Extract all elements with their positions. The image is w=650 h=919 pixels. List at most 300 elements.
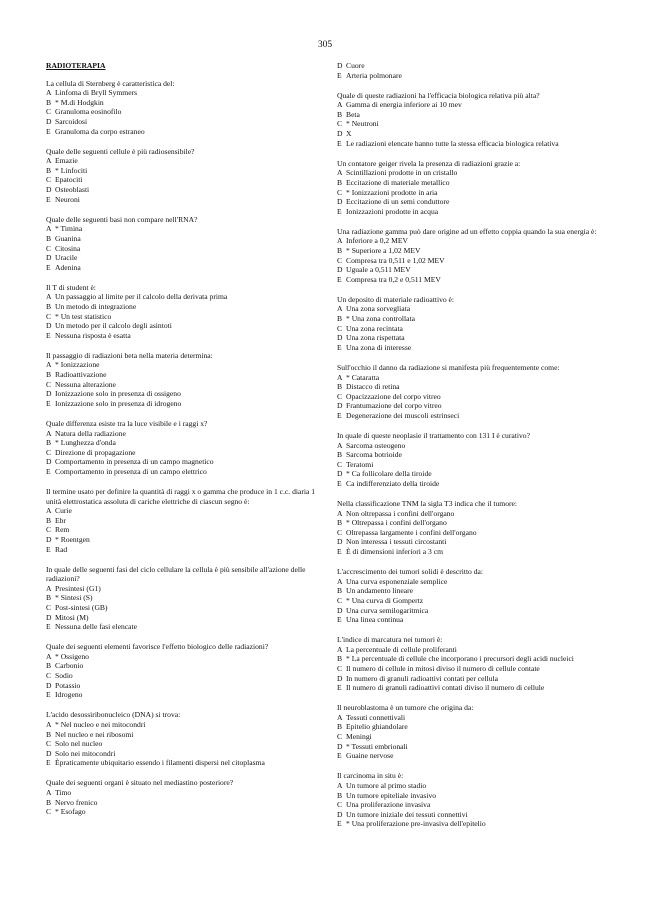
option-text: * Roentgen (55, 534, 90, 544)
option-text: Una linea continua (346, 615, 404, 625)
question-block (337, 567, 609, 625)
option-letter: E (337, 138, 342, 148)
question-block (337, 635, 609, 693)
answer-option (337, 645, 609, 655)
answer-option (337, 256, 609, 266)
answer-option (46, 88, 322, 98)
answer-option (337, 732, 609, 742)
answer-option (46, 584, 322, 594)
option-letter: B (46, 797, 52, 807)
answer-option (46, 448, 322, 458)
option-text: Una proliferazione invasiva (346, 800, 431, 810)
option-text: Eccitazione di materiale metallico (346, 177, 450, 187)
answer-option (337, 411, 609, 421)
answer-option (46, 603, 322, 613)
option-text: * Una curva di Gompertz (346, 595, 424, 605)
answer-option (46, 370, 322, 380)
answer-option (46, 720, 322, 730)
option-text: Idrogeno (55, 690, 83, 700)
option-text: Un tumore al primo stadio (346, 780, 427, 790)
option-text: * La percentuale di cellule che incorporano i precursori degli acidi nucleici (346, 654, 574, 664)
option-text: Teratomi (346, 459, 374, 469)
option-letter: B (337, 314, 343, 324)
option-letter: E (337, 615, 342, 625)
option-text: * Oltrepassa i confini dell'organo (346, 518, 447, 528)
option-letter: C (337, 527, 343, 537)
page-number: 305 (317, 40, 333, 50)
option-text: * Tessuti embrionali (346, 741, 408, 751)
answer-option (337, 577, 609, 587)
option-letter: C (337, 119, 343, 129)
answer-option (337, 373, 609, 383)
question-block (337, 499, 609, 557)
option-text: Una curva semilogaritmica (346, 605, 429, 615)
answer-option (337, 469, 609, 479)
option-text: Inferiore a 0,2 MEV (346, 236, 408, 246)
option-text: Un passaggio al limite per il calcolo della derivata prima (55, 292, 228, 302)
question-text: Un contatore geiger rivela la presenza di radiazioni grazie a: (337, 158, 521, 168)
option-letter: B (46, 233, 52, 243)
option-letter: E (46, 690, 51, 700)
question-block (46, 351, 322, 409)
option-text: Rem (55, 525, 70, 535)
option-text: Mitosi (M) (55, 612, 89, 622)
answer-option (46, 457, 322, 467)
answer-option (46, 429, 322, 439)
question-text: Una radiazione gamma può dare origine ad un effetto coppia quando la sua energia è: (337, 226, 597, 236)
option-text: Sodio (55, 671, 73, 681)
option-letter: C (46, 175, 52, 185)
answer-option (337, 188, 609, 198)
option-text: Presintesi (G1) (55, 583, 101, 593)
answer-option (337, 819, 609, 829)
option-text: Ionizzazione solo in presenza di idrogeno (55, 398, 182, 408)
answer-option (46, 107, 322, 117)
answer-option (46, 166, 322, 176)
option-letter: E (337, 70, 342, 80)
option-text: * Lunghezza d'onda (55, 438, 116, 448)
question-text: Sull'occhio il danno da radiazione si manifesta più frequentemente come: (337, 362, 560, 372)
option-text: La percentuale di cellule proliferanti (346, 644, 457, 654)
question-text: Quale differenza esiste tra la luce visibile e i raggi x? (46, 418, 208, 428)
option-letter: B (337, 518, 343, 528)
answer-option (337, 683, 609, 693)
option-letter: E (46, 758, 51, 768)
answer-option (46, 185, 322, 195)
option-text: Non oltrepassa i confini dell'organo (346, 508, 455, 518)
option-text: Un andamento lineare (346, 586, 414, 596)
option-letter: C (337, 459, 343, 469)
answer-option (337, 382, 609, 392)
answer-option (46, 127, 322, 137)
answer-option (337, 654, 609, 664)
option-letter: B (46, 165, 52, 175)
option-text: Post-sintesi (GB) (55, 603, 108, 612)
option-text: Emazie (55, 156, 78, 166)
option-text: * Neutroni (346, 119, 379, 129)
answer-option (46, 321, 322, 331)
option-letter: D (337, 333, 343, 343)
answer-option (337, 314, 609, 324)
answer-option (46, 312, 322, 322)
question-block (46, 642, 322, 700)
option-text: Neuroni (55, 194, 80, 204)
option-text: Gamma di energia inferiore ai 10 mev (346, 100, 462, 110)
answer-option (46, 690, 322, 700)
answer-option (337, 479, 609, 489)
answer-option (337, 197, 609, 207)
option-letter: E (337, 819, 342, 829)
option-text: Comportamento in presenza di un campo magnetico (55, 457, 214, 467)
option-text: Un tumore epiteliale invasivo (346, 790, 437, 800)
option-letter: A (337, 440, 343, 450)
answer-option (337, 674, 609, 684)
option-letter: C (337, 595, 343, 605)
question-text: Il passaggio di radiazioni beta nella materia determina: (46, 350, 213, 360)
answer-option (337, 596, 609, 606)
question-text: L'accrescimento dei tumori solidi è descritto da: (337, 567, 484, 577)
option-text: Natura della radiazione (55, 428, 126, 438)
answer-option (337, 401, 609, 411)
answer-option (337, 129, 609, 139)
option-text: Direzione di propagazione (55, 447, 136, 457)
answer-option (337, 528, 609, 538)
option-letter: B (46, 661, 52, 671)
option-letter: C (337, 187, 343, 197)
option-letter: D (337, 605, 343, 615)
answer-option (46, 613, 322, 623)
answer-option (46, 195, 322, 205)
answer-option (337, 606, 609, 616)
answer-option (46, 98, 322, 108)
question-block (46, 283, 322, 341)
question-text: Quale delle seguenti cellule è più radiosensibile? (46, 146, 195, 156)
option-text: Solo nei mitocondri (55, 748, 116, 758)
option-letter: A (46, 224, 52, 234)
option-letter: B (337, 450, 343, 460)
answer-option (337, 110, 609, 120)
option-text: Compresa tra 0,511 e 1,02 MEV (346, 255, 445, 265)
answer-option (46, 467, 322, 477)
option-text: Opacizzazione del corpo vitreo (346, 391, 441, 401)
answer-option (46, 758, 322, 768)
option-letter: A (337, 236, 343, 246)
option-letter: A (337, 304, 343, 314)
option-letter: A (46, 360, 52, 370)
option-text: Non interessa i tessuti circostanti (346, 537, 447, 547)
option-letter: A (337, 168, 343, 178)
option-letter: D (46, 389, 52, 399)
option-text: Potassio (55, 680, 81, 690)
option-letter: E (337, 206, 342, 216)
answer-option (337, 324, 609, 334)
answer-option (337, 537, 609, 547)
option-text: Linfoma di Bryll Symmers (55, 88, 138, 98)
option-letter: E (337, 751, 342, 761)
option-text: Osteoblasti (55, 185, 90, 195)
option-letter: C (46, 525, 52, 535)
option-letter: D (337, 61, 343, 70)
question-text: Quale delle seguenti basi non compare nell'RNA? (46, 214, 198, 224)
answer-option (337, 392, 609, 402)
answer-option (337, 236, 609, 246)
option-letter: E (46, 622, 51, 632)
answer-option (46, 156, 322, 166)
option-letter: A (337, 576, 343, 586)
question-text: La cellula di Sternberg è caratteristica del: (46, 78, 175, 88)
answer-option (46, 671, 322, 681)
answer-option (337, 100, 609, 110)
question-text: Un deposito di materiale radioattivo è: (337, 294, 455, 304)
answer-option (46, 253, 322, 263)
answer-option (337, 751, 609, 761)
option-text: * M.di Hodgkin (55, 97, 104, 107)
option-text: * Ionizzazione (55, 360, 100, 370)
question-block (46, 778, 322, 816)
option-letter: D (46, 457, 52, 467)
option-letter: E (46, 544, 51, 554)
question-text: In quale di queste neoplasie il trattamento con 131 I è curativo? (337, 431, 530, 440)
answer-option (46, 331, 322, 341)
option-text: Curie (55, 506, 72, 516)
answer-option (337, 518, 609, 528)
option-letter: B (337, 586, 343, 596)
option-text: Carbonio (55, 661, 84, 671)
option-text: Guaine nervose (346, 751, 394, 761)
option-letter: B (46, 515, 52, 525)
question-text: L'acido desossiribonucleico (DNA) si trova: (46, 710, 181, 720)
option-letter: D (337, 741, 343, 751)
answer-option (46, 661, 322, 671)
option-text: Le radiazioni elencate hanno tutte la stessa efficacia biologica relativa (346, 138, 559, 148)
option-text: Oltrepassa largamente i confini dell'organo (346, 527, 477, 537)
answer-option (337, 246, 609, 256)
option-text: Un metodo di integrazione (55, 301, 137, 311)
option-letter: C (337, 732, 343, 742)
option-letter: A (46, 88, 52, 98)
option-letter: D (46, 680, 52, 690)
question-text: Quale di queste radiazioni ha l'efficacia biologica relativa più alta? (337, 90, 540, 100)
option-text: Compresa tra 0,2 e 0,511 MEV (346, 274, 441, 284)
option-text: Nessuna alterazione (55, 379, 116, 389)
option-letter: B (46, 97, 52, 107)
option-letter: A (46, 788, 52, 797)
option-letter: E (46, 262, 51, 272)
option-text: * Un test statistico (55, 311, 112, 321)
answer-option (46, 807, 322, 817)
option-letter: D (46, 116, 52, 126)
option-text: Ebr (55, 515, 66, 525)
option-letter: A (337, 644, 343, 654)
answer-option (337, 207, 609, 217)
option-text: Cuore (346, 61, 365, 70)
answer-option (337, 664, 609, 674)
option-letter: C (337, 323, 343, 333)
option-text: Granuloma da corpo estraneo (55, 126, 145, 136)
option-letter: C (46, 603, 52, 612)
option-text: Èpraticamente ubiquitario essendo i filamenti dispersi nel citoplasma (55, 758, 265, 768)
answer-option (46, 389, 322, 399)
option-text: Guanina (55, 233, 81, 243)
option-letter: B (46, 370, 52, 380)
option-letter: B (46, 438, 52, 448)
option-letter: C (46, 447, 52, 457)
option-text: Una zona di interesse (346, 342, 412, 352)
option-text: Un tumore iniziale dei tessuti connettivi (346, 809, 468, 819)
answer-option (337, 119, 609, 129)
option-text: Nessuna risposta è esatta (55, 330, 131, 340)
option-letter: D (337, 129, 343, 139)
option-letter: A (337, 712, 343, 722)
option-letter: A (46, 719, 52, 729)
option-letter: E (337, 410, 342, 420)
option-letter: A (46, 156, 52, 166)
option-text: * Linfociti (55, 165, 88, 175)
option-text: Una zona sorvegliata (346, 304, 411, 314)
answer-option (46, 681, 322, 691)
question-text: Quale dei seguenti organi è situato nel mediastino posteriore? (46, 778, 234, 788)
option-letter: C (46, 107, 52, 117)
question-block (337, 227, 609, 285)
option-text: * Superiore a 1,02 MEV (346, 246, 421, 255)
option-text: Nervo frenico (55, 797, 98, 807)
option-letter: A (337, 508, 343, 518)
option-letter: D (337, 197, 343, 207)
option-text: Epatociti (55, 175, 83, 185)
option-text: * Una proliferazione pre-invasiva dell'epitelio (346, 819, 486, 829)
answer-option (46, 730, 322, 740)
option-letter: C (46, 739, 52, 749)
option-text: Epitelio ghiandolare (346, 722, 408, 732)
option-letter: E (46, 466, 51, 476)
answer-option (46, 788, 322, 798)
question-block (337, 91, 609, 149)
option-letter: C (337, 800, 343, 810)
option-text: Uracile (55, 253, 78, 263)
option-letter: D (46, 612, 52, 622)
option-text: * Una zona controllata (346, 314, 415, 324)
question-text: L'indice di marcatura nei tumori è: (337, 635, 443, 645)
answer-option (46, 749, 322, 759)
option-text: Ionizzazioni prodotte in acqua (346, 206, 439, 216)
answer-option (337, 791, 609, 801)
answer-option (46, 739, 322, 749)
left-question-list (46, 79, 322, 817)
option-letter: D (337, 537, 343, 547)
option-letter: E (46, 126, 51, 136)
answer-option (337, 722, 609, 732)
option-text: Il numero di cellule in mitosi diviso il numero di cellule contate (346, 663, 540, 673)
left-column (46, 61, 322, 827)
option-letter: E (46, 398, 51, 408)
option-letter: B (337, 382, 343, 392)
option-text: Ionizzazione solo in presenza di ossigeno (55, 389, 181, 399)
answer-option (337, 275, 609, 285)
question-text: Il T di student è: (46, 282, 96, 292)
option-text: Frantumazione del corpo vitreo (346, 401, 442, 411)
answer-option (337, 450, 609, 460)
answer-option (337, 586, 609, 596)
option-letter: C (46, 671, 52, 681)
answer-option (46, 593, 322, 603)
option-letter: B (337, 790, 343, 800)
option-text: Il numero di granuli radioattivi contati diviso il numero di cellule (346, 683, 545, 693)
question-block (337, 159, 609, 217)
option-text: X (346, 129, 352, 139)
question-text: Il neuroblastoma è un tumore che origina da: (337, 703, 474, 713)
option-text: Adenina (55, 262, 81, 272)
question-block (337, 703, 609, 761)
answer-option (337, 713, 609, 723)
answer-option (337, 71, 609, 81)
option-letter: B (337, 654, 343, 664)
question-block (46, 710, 322, 768)
option-text: * Ossigeno (55, 651, 89, 661)
answer-option (337, 168, 609, 178)
answer-option (46, 516, 322, 526)
answer-option (337, 460, 609, 470)
question-block (46, 565, 322, 632)
option-text: Una curva esponenziale semplice (346, 576, 448, 586)
question-block (46, 147, 322, 205)
option-text: Comportamento in presenza di un campo elettrico (55, 466, 207, 476)
option-letter: B (337, 246, 343, 255)
question-block (337, 363, 609, 421)
answer-option (46, 234, 322, 244)
question-text: Nella classificazione TNM la sigla T3 indica che il tumore: (337, 499, 518, 509)
option-letter: C (46, 311, 52, 321)
option-text: Nessuna delle fasi elencate (55, 622, 138, 632)
question-block (337, 295, 609, 353)
option-text: Degenerazione dei muscoli estrinseci (346, 410, 460, 420)
option-letter: A (337, 780, 343, 790)
option-letter: E (337, 478, 342, 488)
answer-option (46, 545, 322, 555)
option-text: Solo nel nucleo (55, 739, 103, 749)
question-block (46, 487, 322, 554)
option-letter: A (46, 651, 52, 661)
option-letter: B (337, 109, 343, 119)
option-letter: A (337, 100, 343, 110)
question-text: In quale delle seguenti fasi del ciclo cellulare la cellula è più sensibile all'azione delle radiazioni? (46, 564, 306, 584)
option-text: Distacco di retina (346, 382, 400, 392)
option-text: È di dimensioni inferiori a 3 cm (346, 547, 444, 557)
option-letter: B (46, 301, 52, 311)
option-letter: E (337, 547, 342, 557)
answer-option (46, 360, 322, 370)
answer-option (337, 509, 609, 519)
question-block (337, 771, 609, 829)
option-text: In numero di granuli radioattivi contati per cellula (346, 673, 499, 683)
answer-option (46, 622, 322, 632)
answer-option (337, 781, 609, 791)
option-letter: E (46, 194, 51, 204)
option-text: Rad (55, 544, 68, 554)
option-letter: E (337, 683, 342, 693)
option-text: Meningi (346, 732, 372, 742)
option-letter: B (337, 722, 343, 732)
option-text: * Sintesi (S) (55, 593, 93, 603)
option-text: * Ca follicolare della tiroide (346, 469, 432, 479)
answer-option (46, 535, 322, 545)
answer-option (337, 810, 609, 820)
option-text: Radioattivazione (55, 370, 107, 380)
option-letter: A (46, 506, 52, 516)
option-letter: D (46, 185, 52, 195)
option-text: Timo (55, 788, 72, 797)
option-text: Una zona recintata (346, 323, 403, 333)
answer-option (46, 244, 322, 254)
